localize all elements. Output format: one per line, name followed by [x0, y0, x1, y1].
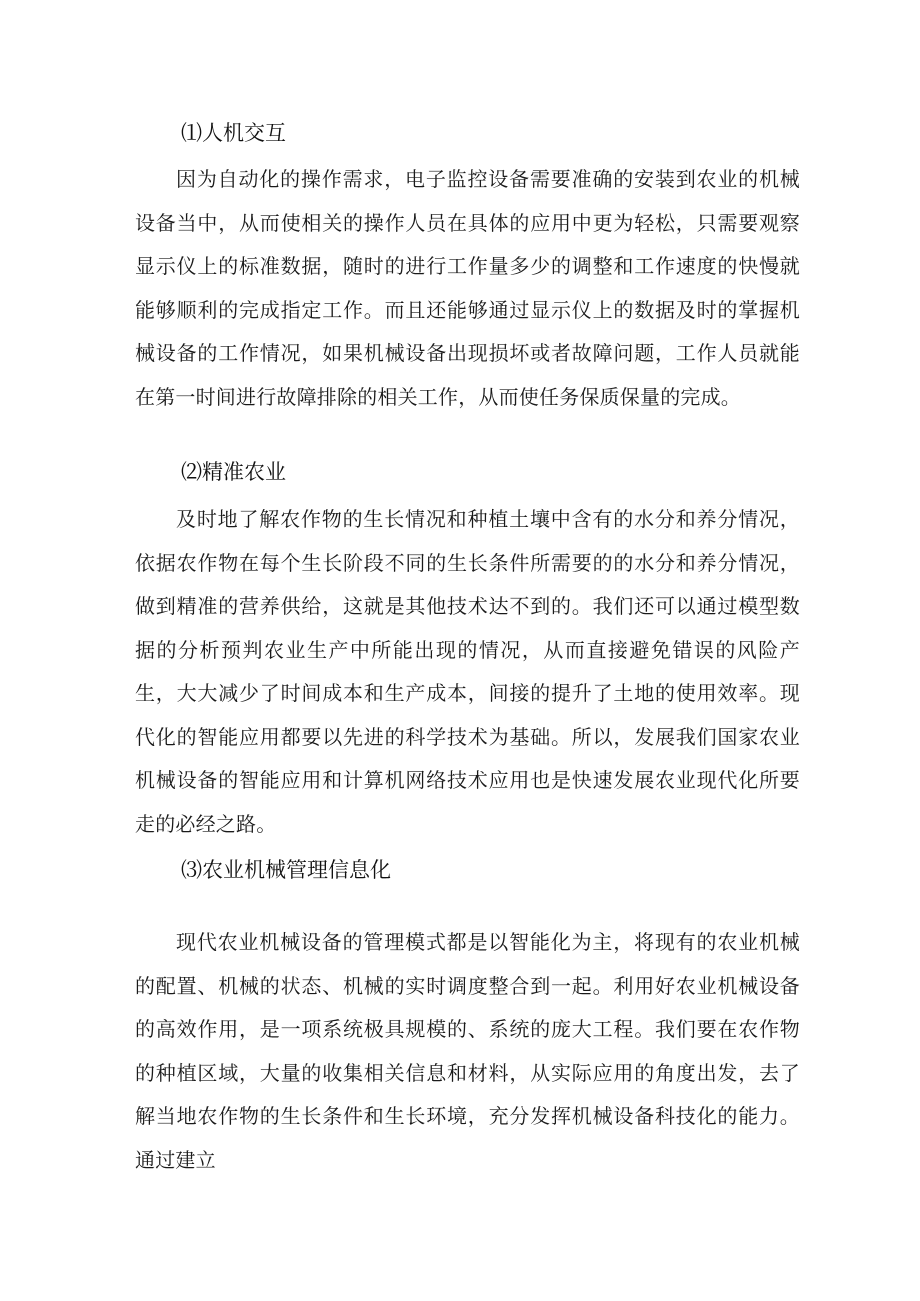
- section-paragraph-human-machine-interaction: 因为自动化的操作需求，电子监控设备需要准确的安装到农业的机械设备当中，从而使相关的操作人员在具体的应用中更为轻松，只需要观察显示仪上的标准数据，随时的进行工作量多少的调整和工作速度的快慢就能够顺利的完成指定工作。而且还能够通过显示仪上的数据及时的掌握机械设备的工作情况，如果机械设备出现损坏或者故障问题，工作人员就能在第一时间进行故障排除的相关工作，从而使任务保质保量的完成。: [135, 167, 800, 409]
- section-paragraph-precision-agriculture: 及时地了解农作物的生长情况和种植土壤中含有的水分和养分情况，依据农作物在每个生长阶段不同的生长条件所需要的的水分和养分情况，做到精准的营养供给，这就是其他技术达不到的。我们还可以通过模型数据的分析预判农业生产中所能出现的情况，从而直接避免错误的风险产生，大大减少了时间成本和生产成本，间接的提升了土地的使用效率。现代化的智能应用都要以先进的科学技术为基础。所以，发展我们国家农业机械设备的智能应用和计算机网络技术应用也是快速发展农业现代化所要走的必经之路。: [135, 507, 800, 836]
- section-heading-machinery-management-informatization: ⑶农业机械管理信息化: [181, 858, 391, 882]
- section-heading-human-machine-interaction: ⑴人机交互: [181, 121, 286, 145]
- section-paragraph-machinery-management-informatization: 现代农业机械设备的管理模式都是以智能化为主，将现有的农业机械的配置、机械的状态、机械的实时调度整合到一起。利用好农业机械设备的高效作用，是一项系统极具规模的、系统的庞大工程。我们要在农作物的种植区域，大量的收集相关信息和材料，从实际应用的角度出发，去了解当地农作物的生长条件和生长环境，充分发挥机械设备科技化的能力。通过建立: [135, 930, 800, 1172]
- section-heading-precision-agriculture: ⑵精准农业: [181, 460, 286, 484]
